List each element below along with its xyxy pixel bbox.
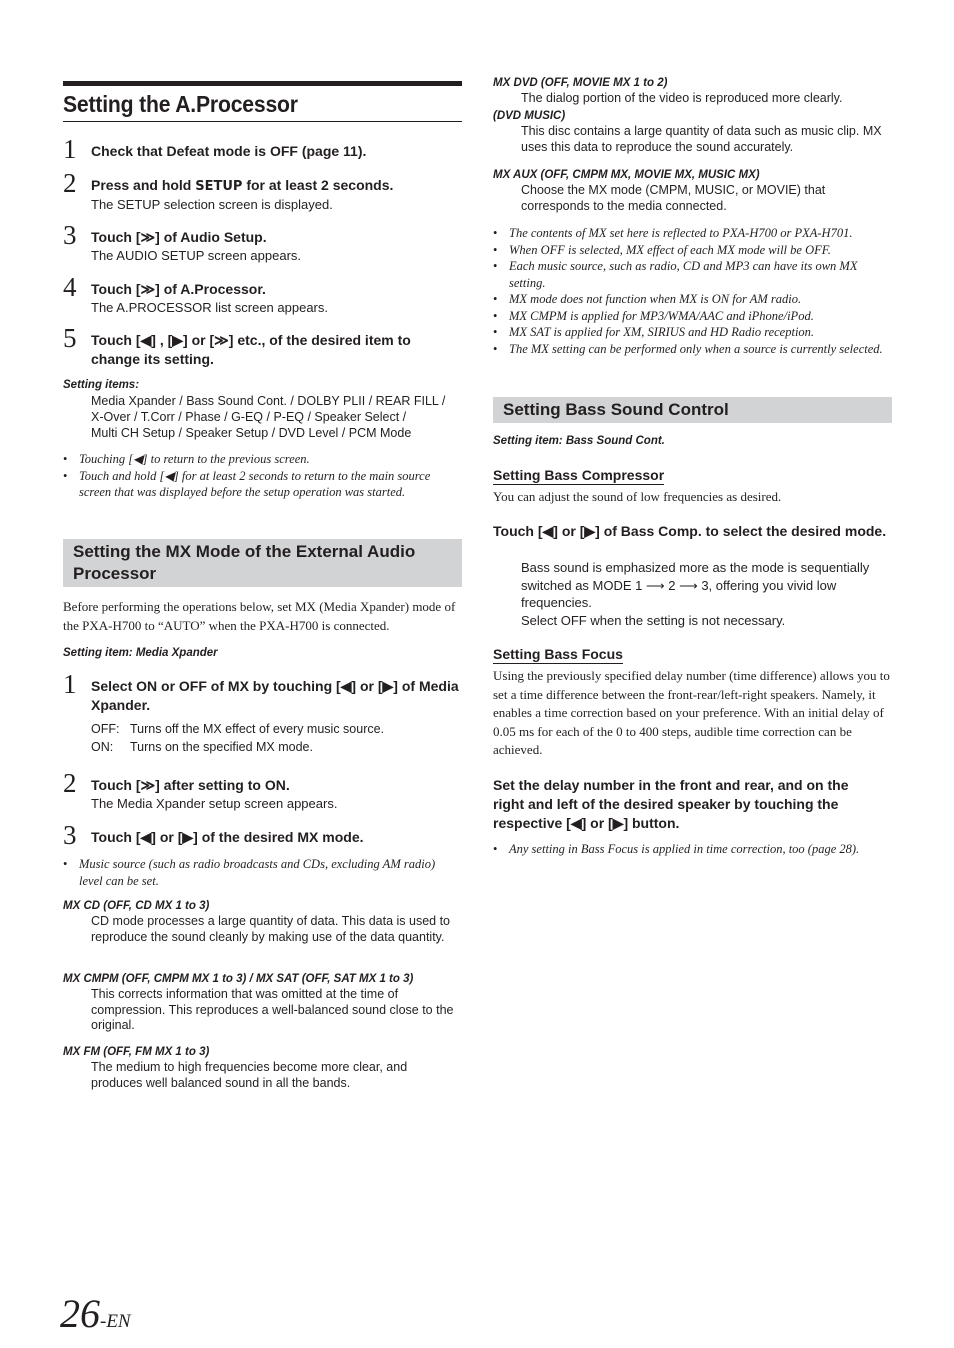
mode-text: The dialog portion of the video is reproduced more clearly. [521,91,843,105]
step-number: 4 [63,272,77,302]
note-item: • The contents of MX set here is reflected to PXA-H700 or PXA-H701. [493,225,892,242]
mx-note [63,856,448,889]
mode-text: Choose the MX mode (CMPM, MUSIC, or MOVIE) that corresponds to the media connected. [521,183,826,213]
step-heading: Touch [◀] or [▶] of the desired MX mode. [91,829,364,845]
mode-text: CD mode processes a large quantity of data. This data is used to reproduce the sound cleanly by making use of the data quantity. [91,914,450,944]
mode-label: MX DVD (OFF, MOVIE MX 1 to 2) [493,77,668,89]
mx-step-3 [63,820,462,850]
note-item: • Touch and hold [◀] for at least 2 seconds to return to the main source screen that was displayed before the setup operation was started. [63,468,448,501]
mode-text: This disc contains a large quantity of data such as music clip. MX uses this data to reproduce the sound accurately. [521,124,882,154]
mx-step-2 [63,768,462,813]
step-heading: Touch [◀] , [▶] or [≫] etc., of the desired item to change its setting. [91,332,411,367]
step-heading-text: Press and hold [91,177,196,193]
setting-items [63,377,462,441]
on-value: Turns on the specified MX mode. [130,740,313,754]
bass-compressor-step: Touch [◀] or [▶] of Bass Comp. to select the desired mode. [493,523,887,539]
mx-step-1 [63,669,462,715]
mode-text: The medium to high frequencies become more clear, and produces well balanced sound in all the bands. [91,1060,408,1090]
title-rule [63,121,462,122]
setting-items-line: Media Xpander / Bass Sound Cont. / DOLBY PLII / REAR FILL / [91,394,446,408]
step-4 [63,272,462,317]
step-3 [63,220,462,265]
bass-focus-note [493,841,892,858]
step-number: 1 [63,134,77,164]
note-item: • Each music source, such as radio, CD and MP3 can have its own MX setting. [493,258,892,291]
step-body: The SETUP selection screen is displayed. [91,197,333,212]
bass-compressor-body [521,559,886,629]
step-heading-text: for at least 2 seconds. [242,177,394,193]
bass-section-heading: Setting Bass Sound Control [493,397,892,423]
mode-label: MX AUX (OFF, CMPM MX, MOVIE MX, MUSIC MX) [493,169,760,181]
setting-items-label: Setting items: [63,379,140,391]
step-body: The A.PROCESSOR list screen appears. [91,300,328,315]
step-heading: Select ON or OFF of MX by touching [◀] or [▶] of Media Xpander. [91,678,459,713]
step-heading: Touch [≫] of Audio Setup. [91,229,267,245]
bass-focus-heading: Setting Bass Focus [493,646,623,662]
mode-label: MX CMPM (OFF, CMPM MX 1 to 3) / MX SAT (OFF, SAT MX 1 to 3) [63,973,414,985]
step-heading: Touch [≫] of A.Processor. [91,281,266,297]
page-number-suffix: -EN [100,1311,131,1332]
page-title-block [63,81,462,122]
step-body: The Media Xpander setup screen appears. [91,796,338,811]
setup-button-label: SETUP [195,179,243,194]
note-item: • Music source (such as radio broadcasts and CDs, excluding AM radio) level can be set. [63,856,448,889]
step-number: 1 [63,669,77,699]
mx-section-heading: Setting the MX Mode of the External Audio Processor [63,539,462,587]
mx-mode-cd [63,898,462,945]
title-bar [63,81,462,86]
step-number: 3 [63,820,77,850]
on-key: ON: [91,740,114,754]
bass-item-label: Setting item: Bass Sound Cont. [493,435,665,447]
note-item: • Touching [◀] to return to the previous screen. [63,451,448,468]
bass-focus-step: Set the delay number in the front and rear, and on the right and left of the desired speaker by touching the respective [◀] or [▶] button. [493,777,849,831]
page-title: Setting the A.Processor [63,91,298,117]
step-number: 2 [63,768,77,798]
mode-label: MX CD (OFF, CD MX 1 to 3) [63,900,210,912]
step-heading: Touch [≫] after setting to ON. [91,777,290,793]
note-item: • Any setting in Bass Focus is applied in time correction, too (page 28). [493,841,892,858]
step-1 [63,134,462,164]
bass-compressor-text: Select OFF when the setting is not necessary. [521,612,786,628]
note-item: • The MX setting can be performed only when a source is currently selected. [493,341,892,358]
bass-focus-heading-wrap [493,646,623,664]
mode-text: This corrects information that was omitted at the time of compression. This reproduces a well-balanced sound close to the original. [91,987,454,1032]
step-heading [91,176,462,196]
bass-focus-intro: Using the previously specified delay number (time difference) allows you to set a time difference between the front-rear/left-right speakers. Namely, it enables a time correction based on your preference. With an initial delay of 0.05 ms for each of the 0 to 400 steps, audible time correction can be achieved. [493,668,890,757]
mx-mode-aux [493,167,892,214]
mx-mode-cmpm [63,971,462,1034]
setting-items-line: Multi CH Setup / Speaker Setup / DVD Level / PCM Mode [91,426,412,440]
mx-mode-dvd [493,75,892,107]
mx-mode-fm [63,1044,462,1091]
note-item: • When OFF is selected, MX effect of each MX mode will be OFF. [493,242,892,259]
setting-items-line: X-Over / T.Corr / Phase / G-EQ / P-EQ / Speaker Select / [91,410,407,424]
step-number: 3 [63,220,77,250]
notes-main [63,451,448,501]
mx-mode-dvd-music [493,108,892,155]
bass-compressor-heading: Setting Bass Compressor [493,467,665,483]
step-body: The AUDIO SETUP screen appears. [91,248,302,263]
on-off-list [91,720,462,756]
page-number-value: 26 [60,1291,100,1336]
note-item: • MX SAT is applied for XM, SIRIUS and HD Radio reception. [493,324,892,341]
note-item: • MX mode does not function when MX is ON for AM radio. [493,291,892,308]
off-key: OFF: [91,722,120,736]
step-heading: Check that Defeat mode is OFF (page 11). [91,143,367,159]
bass-compressor-text: Bass sound is emphasized more as the mode is sequentially switched as MODE 1 ⟶ 2 ⟶ 3, offering you vivid low frequencies. [521,560,870,610]
step-5 [63,323,462,369]
page-number [60,1290,131,1337]
step-2 [63,168,462,214]
note-item: • MX CMPM is applied for MP3/WMA/AAC and iPhone/iPod. [493,308,892,325]
mode-label: MX FM (OFF, FM MX 1 to 3) [63,1046,210,1058]
mx-item-label: Setting item: Media Xpander [63,647,218,659]
step-number: 2 [63,168,77,198]
mode-label: (DVD MUSIC) [493,110,566,122]
bass-compressor-intro: You can adjust the sound of low frequencies as desired. [493,489,782,504]
off-value: Turns off the MX effect of every music source. [130,722,385,736]
bass-compressor-heading-wrap [493,467,664,485]
step-number: 5 [63,323,77,353]
right-notes [493,225,892,357]
mx-intro: Before performing the operations below, set MX (Media Xpander) mode of the PXA-H700 to “AUTO” when the PXA-H700 is connected. [63,599,456,633]
